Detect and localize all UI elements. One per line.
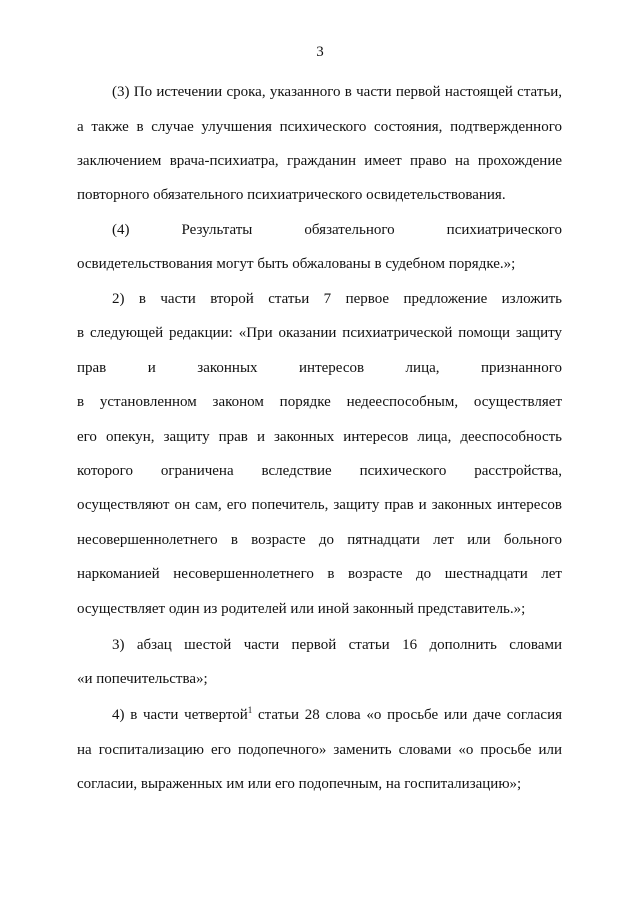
- paragraph-line: а также в случае улучшения психического состояния, подтвержденного: [77, 119, 562, 135]
- page-number: 3: [316, 44, 324, 60]
- paragraph-line: в установленном законом порядке недееспособным, осуществляет: [77, 394, 562, 410]
- paragraph-line: 2) в части второй статьи 7 первое предложение изложить: [112, 291, 562, 307]
- paragraph-line: (4) Результаты обязательного психиатрического: [112, 222, 562, 238]
- paragraph-line: его опекун, защиту прав и законных интересов лица, дееспособность: [77, 429, 562, 445]
- paragraph-line: наркоманией несовершеннолетнего в возрасте до шестнадцати лет: [77, 566, 562, 582]
- paragraph-line: 3) абзац шестой части первой статьи 16 дополнить словами: [112, 637, 562, 653]
- paragraph-line: несовершеннолетнего в возрасте до пятнадцати лет или больного: [77, 532, 562, 548]
- paragraph-line: повторного обязательного психиатрического освидетельствования.: [77, 187, 506, 203]
- paragraph-line: осуществляет один из родителей или иной законный представитель.»;: [77, 601, 526, 617]
- line-text: 4) в части четвертой: [112, 707, 248, 723]
- paragraph-line: прав и законных интересов лица, признанного: [77, 360, 562, 376]
- paragraph-line: освидетельствования могут быть обжалованы в судебном порядке.»;: [77, 256, 516, 272]
- paragraph-line: в следующей редакции: «При оказании психиатрической помощи защиту: [77, 325, 562, 341]
- paragraph-line: заключением врача-психиатра, гражданин имеет право на прохождение: [77, 153, 562, 169]
- paragraph-line: которого ограничена вследствие психического расстройства,: [77, 463, 562, 479]
- superscript: 1: [247, 705, 253, 715]
- paragraph-line: осуществляют он сам, его попечитель, защиту прав и законных интересов: [77, 497, 562, 513]
- paragraph-line: (3) По истечении срока, указанного в части первой настоящей статьи,: [112, 84, 562, 100]
- paragraph-line: на госпитализацию его подопечного» заменить словами «о просьбе или: [77, 742, 562, 758]
- line-text: статьи 28 слова «о просьбе или даче согласия: [252, 707, 562, 723]
- paragraph-line: согласии, выраженных им или его подопечным, на госпитализацию»;: [77, 776, 522, 792]
- paragraph-line: [112, 707, 562, 724]
- paragraph-line: «и попечительства»;: [77, 671, 208, 687]
